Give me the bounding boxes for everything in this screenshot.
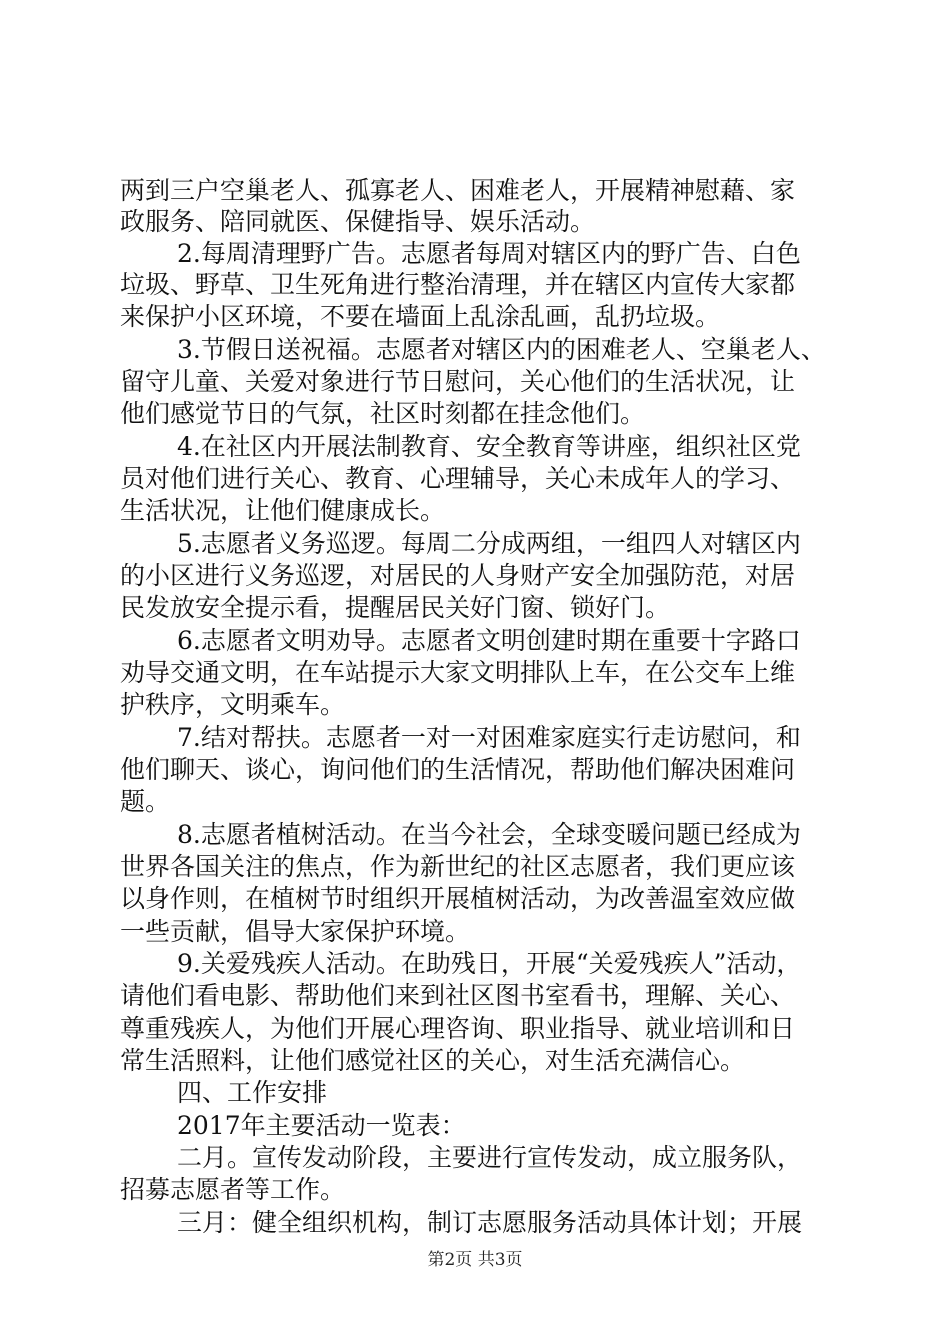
- text-line-23: 以身作则，在植树节时组织开展植树活动，为改善温室效应做: [120, 884, 796, 913]
- text-line-1: 两到三户空巢老人、孤寡老人、困难老人，开展精神慰藉、家: [120, 176, 796, 205]
- text-line-33: 三月：健全组织机构，制订志愿服务活动具体计划；开展: [177, 1208, 803, 1237]
- text-line-18: 7.结对帮扶。志愿者一对一对困难家庭实行走访慰问，和: [177, 723, 801, 752]
- text-line-21: 8.志愿者植树活动。在当今社会，全球变暖问题已经成为: [177, 820, 801, 849]
- text-line-16: 劝导交通文明，在车站提示大家文明排队上车，在公交车上维: [120, 658, 796, 687]
- text-line-5: 来保护小区环境，不要在墙面上乱涂乱画，乱扔垃圾。: [120, 302, 721, 331]
- text-line-15: 6.志愿者文明劝导。志愿者文明创建时期在重要十字路口: [177, 626, 801, 655]
- table-caption: 2017年主要活动一览表：: [177, 1111, 466, 1140]
- text-line-22: 世界各国关注的焦点，作为新世纪的社区志愿者，我们更应该: [120, 852, 796, 881]
- text-line-25: 9.关爱残疾人活动。在助残日，开展“关爱残疾人”活动，: [177, 949, 802, 978]
- text-line-10: 员对他们进行关心、教育、心理辅导，关心未成年人的学习、: [120, 464, 796, 493]
- text-line-32: 招募志愿者等工作。: [120, 1175, 346, 1204]
- text-line-8: 他们感觉节日的气氛，社区时刻都在挂念他们。: [120, 399, 646, 428]
- text-line-6: 3.节假日送祝福。志愿者对辖区内的困难老人、空巢老人、: [177, 335, 826, 364]
- text-line-17: 护秩序，文明乘车。: [120, 690, 346, 719]
- text-line-31: 二月。宣传发动阶段，主要进行宣传发动，成立服务队，: [177, 1143, 803, 1172]
- text-line-7: 留守儿童、关爱对象进行节日慰问，关心他们的生活状况，让: [120, 367, 796, 396]
- text-line-24: 一些贡献，倡导大家保护环境。: [120, 917, 471, 946]
- text-line-26: 请他们看电影、帮助他们来到社区图书室看书，理解、关心、: [120, 981, 796, 1010]
- text-line-2: 政服务、陪同就医、保健指导、娱乐活动。: [120, 207, 596, 236]
- text-line-14: 民发放安全提示看，提醒居民关好门窗、锁好门。: [120, 593, 671, 622]
- text-line-13: 的小区进行义务巡逻，对居民的人身财产安全加强防范，对居: [120, 561, 796, 590]
- text-line-9: 4.在社区内开展法制教育、安全教育等讲座，组织社区党: [177, 432, 801, 461]
- text-line-4: 垃圾、野草、卫生死角进行整治清理，并在辖区内宣传大家都: [120, 270, 796, 299]
- section-heading: 四、工作安排: [177, 1078, 328, 1107]
- text-line-28: 常生活照料，让他们感觉社区的关心，对生活充满信心。: [120, 1046, 746, 1075]
- text-line-11: 生活状况，让他们健康成长。: [120, 496, 446, 525]
- page-footer: 第2页 共3页: [427, 1250, 523, 1270]
- text-line-20: 题。: [120, 787, 171, 816]
- text-line-3: 2.每周清理野广告。志愿者每周对辖区内的野广告、白色: [177, 239, 801, 268]
- text-line-27: 尊重残疾人，为他们开展心理咨询、职业指导、就业培训和日: [120, 1014, 796, 1043]
- text-line-19: 他们聊天、谈心，询问他们的生活情况，帮助他们解决困难问: [120, 755, 796, 784]
- text-line-12: 5.志愿者义务巡逻。每周二分成两组，一组四人对辖区内: [177, 529, 801, 558]
